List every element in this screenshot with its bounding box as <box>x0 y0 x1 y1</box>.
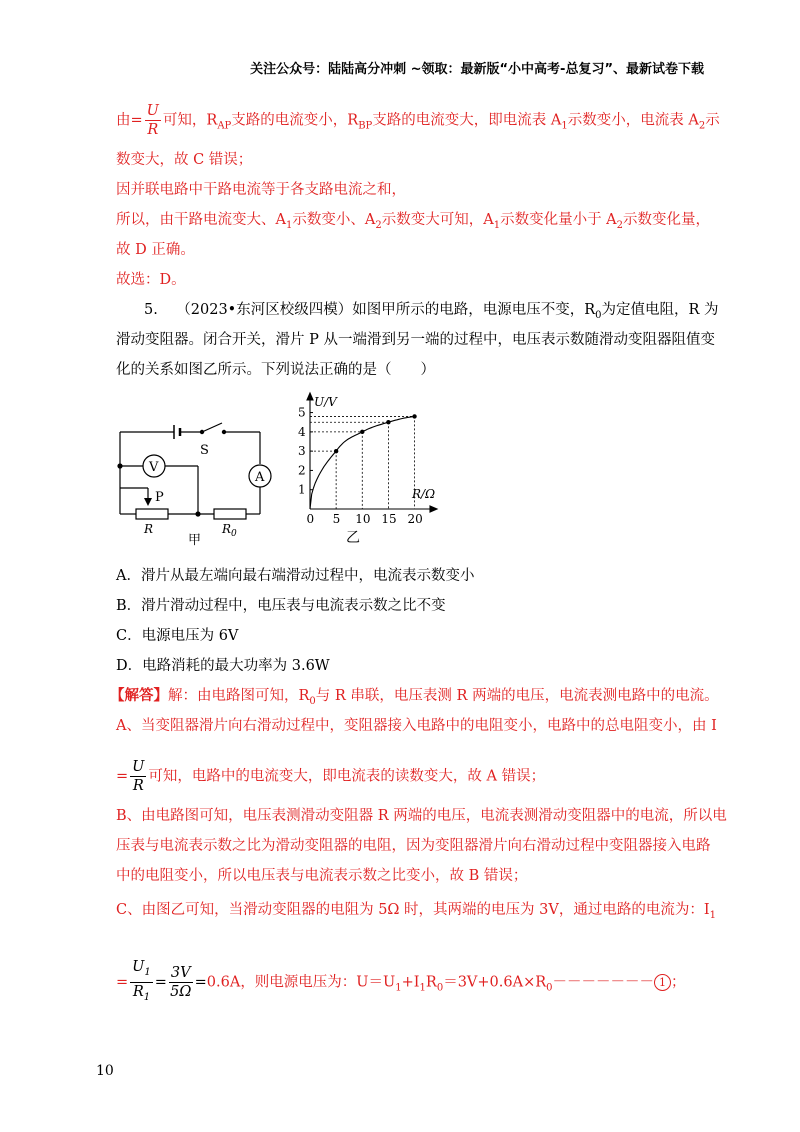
option-b: B．滑片滑动过程中，电压表与电流表示数之比不变 <box>116 598 446 614</box>
switch-label: S <box>200 443 209 458</box>
y-tick-label: 2 <box>298 463 306 478</box>
answer-line-3: = $\frac{U}{R}$ 可知，电路中的电流变大，即电流表的读数变大，故 A 错误； <box>116 759 546 794</box>
circuit-caption: 甲 <box>188 533 202 548</box>
answer-line-1: 【解答】解：由电路图可知，$R_0$与 R 串联，电压表测 R 两端的电压，电流表测电路中的电流。 <box>110 687 719 707</box>
answer-line-5: 压表与电流表示数之比为滑动变阻器的电阻，因为变阻器滑片向右滑动过程中变阻器接入电路 <box>116 838 711 854</box>
x-axis-label: R/Ω <box>412 487 436 501</box>
x-tick-label: 0 <box>306 512 315 526</box>
answer-line-6: 中的电阻变小，所以电压表与电流表示数之比变小，故 B 错误； <box>116 868 528 884</box>
circled-number-1: 1 <box>654 974 671 991</box>
data-point <box>386 420 390 424</box>
y-tick-label: 5 <box>298 405 306 420</box>
option-a: A．滑片从最左端向最右端滑动过程中，电流表示数变小 <box>116 568 475 584</box>
page-number: 10 <box>96 1063 114 1079</box>
fraction-3v-over-5ohm: $\frac{3V}{5\Omega}$ <box>170 964 192 1000</box>
prev-line-4: 所以，由干路电流变大、$A_1$示数变小、$A_2$示数变大可知，$A_1$示数变化量小于 $A_2$示数变化量， <box>116 212 711 231</box>
ammeter-label: A <box>255 470 265 485</box>
data-point <box>412 414 416 418</box>
fraction-u-over-r: $\frac{U}{R}$ <box>146 103 159 138</box>
graph-caption: 乙 <box>346 530 360 546</box>
prev-line-1: 由= $\frac{U}{R}$ 可知，$R_{AP}$支路的电流变小，$R_{BP}$支路的电流变大，即电流表 $A_1$示数变小，电流表 $A_2$示 <box>116 103 720 138</box>
prev-line-5: 故 D 正确。 <box>116 242 195 258</box>
x-tick-label: 20 <box>407 512 423 526</box>
prev-line-3: 因并联电路中干路电流等于各支路电流之和， <box>116 182 406 198</box>
y-tick-label: 1 <box>298 482 306 497</box>
page-header: 关注公众号：陆陆高分冲刺 ~领取：最新版“小中高考-总复习”、最新试卷下载 <box>250 62 704 77</box>
prev-line-6: 故选：D。 <box>116 272 186 288</box>
answer-line-4: B、由电路图可知，电压表测滑动变阻器 R 两端的电压，电流表测滑动变阻器中的电流，所以电 <box>116 808 727 824</box>
question-line-2: 滑动变阻器。闭合开关，滑片 P 从一端滑到另一端的过程中，电压表示数随滑动变阻器阻值变 <box>116 332 715 348</box>
question-line-1: 5. （2023•东河区校级四模）如图甲所示的电路，电源电压不变，$R_0$为定值电阻，R 为 <box>144 302 719 321</box>
x-tick-label: 5 <box>332 512 341 526</box>
slider-label: P <box>155 490 164 505</box>
y-tick-label: 3 <box>298 444 306 459</box>
data-point <box>334 449 338 453</box>
y-axis-label: U/V <box>314 395 337 409</box>
fraction-u1-over-r1: $\frac{U_1}{R_1}$ <box>132 959 151 1003</box>
option-d: D．电路消耗的最大功率为 3.6W <box>116 658 330 674</box>
prev-line-2: 数变大，故 C 错误； <box>116 152 253 168</box>
option-c: C．电源电压为 6V <box>116 628 239 644</box>
u-r-graph <box>290 390 450 550</box>
answer-line-7: C、由图乙可知，当滑动变阻器的电阻为 5Ω 时，其两端的电压为 3V，通过电路的电流为：$I_1$ <box>116 902 716 921</box>
answer-line-8: = $\frac{U_1}{R_1}$ = $\frac{3V}{5\Omega}$ =0.6A，则电源电压为：$U=U_1+I_1R_0=3V+0.6A\times R_0------- 1$ ； <box>116 958 686 1007</box>
answer-line-2: A、当变阻器滑片向右滑动过程中，变阻器接入电路中的电阻变小，电路中的总电阻变小，由 I <box>116 718 717 734</box>
circuit-diagram <box>110 410 280 550</box>
x-tick-label: 15 <box>381 512 397 526</box>
fixed-resistor-label: $R_0$ <box>222 522 237 539</box>
voltmeter-label: V <box>149 460 159 475</box>
question-line-3: 化的关系如图乙所示。下列说法正确的是（ ） <box>116 362 435 378</box>
data-point <box>360 430 364 434</box>
x-tick-label: 10 <box>355 512 371 526</box>
fraction-u-over-r-2: $\frac{U}{R}$ <box>132 759 145 794</box>
rheostat-label: R <box>144 522 154 536</box>
y-tick-label: 4 <box>298 424 306 439</box>
